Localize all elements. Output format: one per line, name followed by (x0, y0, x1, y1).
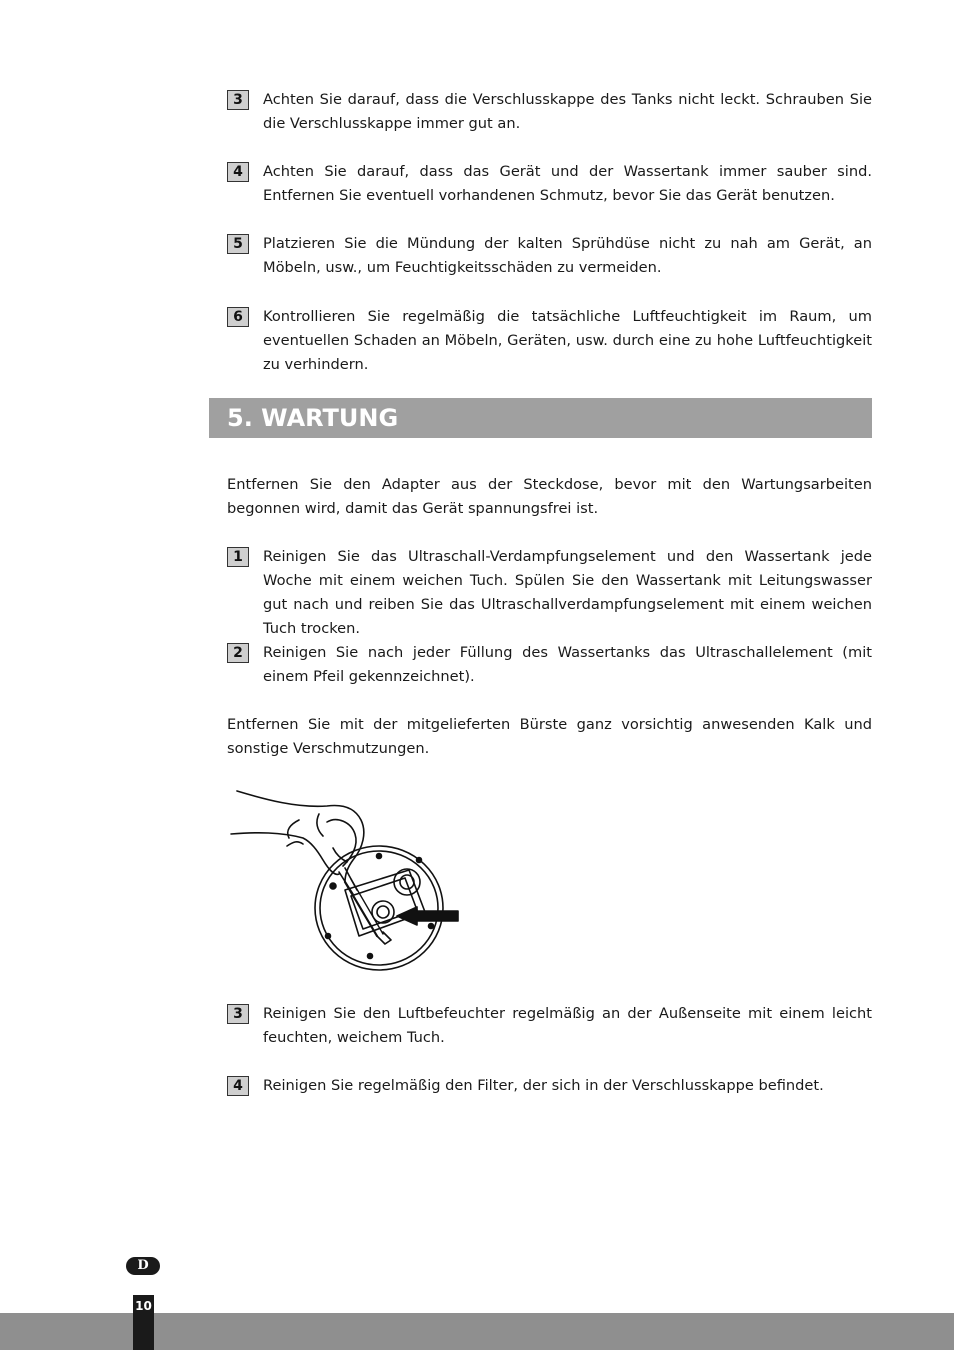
list-item (227, 641, 872, 689)
item-number-badge: 6 (227, 307, 249, 327)
list-item (227, 305, 872, 377)
list-item (227, 232, 872, 280)
item-number-badge: 5 (227, 234, 249, 254)
item-text: Kontrollieren Sie regelmäßig die tatsächliche Luftfeuchtigkeit im Raum, um eventuellen Schaden an Möbeln, Geräten, usw. durch eine zu hohe Luftfeuchtigkeit zu verhindern. (263, 308, 872, 373)
page-number: 10 (133, 1295, 154, 1350)
item-number-badge: 3 (227, 90, 249, 110)
item-text: Achten Sie darauf, dass das Gerät und der Wassertank immer sauber sind. Entfernen Sie eventuell vorhandenen Schmutz, bevor Sie das Gerät benutzen. (263, 163, 872, 204)
list-item (227, 160, 872, 208)
intro-paragraph: Entfernen Sie den Adapter aus der Steckdose, bevor mit den Wartungsarbeiten begonnen wird, damit das Gerät spannungsfrei ist. (227, 476, 872, 517)
section-title: 5. WARTUNG (227, 404, 399, 432)
item-text: Reinigen Sie nach jeder Füllung des Wassertanks das Ultraschallelement (mit einem Pfeil gekennzeichnet). (263, 644, 872, 685)
section-heading-bar (209, 398, 872, 438)
item-number-badge: 4 (227, 1076, 249, 1096)
list-item (227, 545, 872, 641)
list-item (227, 88, 872, 136)
item-number-badge: 2 (227, 643, 249, 663)
brush-note-paragraph: Entfernen Sie mit der mitgelieferten Bürste ganz vorsichtig anwesenden Kalk und sonstige Verschmutzungen. (227, 716, 872, 757)
list-item (227, 1002, 872, 1050)
item-text: Achten Sie darauf, dass die Verschlusskappe des Tanks nicht leckt. Schrauben Sie die Verschlusskappe immer gut an. (263, 91, 872, 132)
item-text: Reinigen Sie regelmäßig den Filter, der sich in der Verschlusskappe befindet. (263, 1077, 824, 1094)
item-number-badge: 1 (227, 547, 249, 567)
cleaning-illustration (227, 786, 467, 978)
item-text: Reinigen Sie den Luftbefeuchter regelmäßig an der Außenseite mit einem leicht feuchten, weichem Tuch. (263, 1005, 872, 1046)
item-text: Platzieren Sie die Mündung der kalten Sprühdüse nicht zu nah am Gerät, an Möbeln, usw., um Feuchtigkeitsschäden zu vermeiden. (263, 235, 872, 276)
arrow-icon (397, 907, 458, 925)
language-badge: D (126, 1257, 160, 1275)
item-number-badge: 3 (227, 1004, 249, 1024)
item-text: Reinigen Sie das Ultraschall-Verdampfungselement und den Wassertank jede Woche mit einem weichen Tuch. Spülen Sie den Wassertank mit Leitungswasser gut nach und reiben Sie das Ultraschallverdampfungselement mit einem weichen Tuch trocken. (263, 548, 872, 637)
list-item (227, 1074, 872, 1098)
item-number-badge: 4 (227, 162, 249, 182)
